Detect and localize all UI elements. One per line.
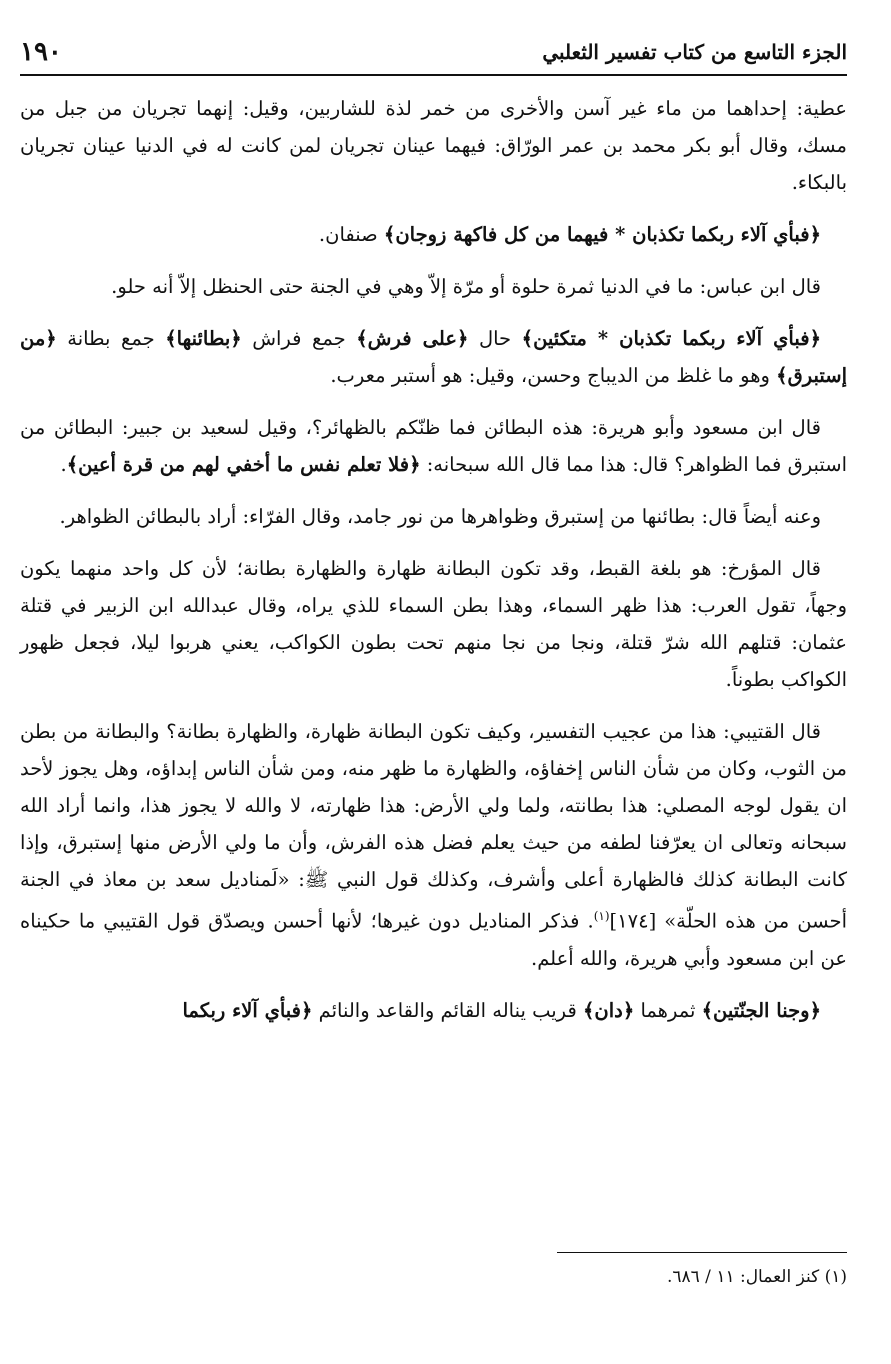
page-header	[20, 30, 847, 76]
quran-verse: ﴿وجنا الجنّتين﴾	[701, 998, 821, 1022]
paragraph-8	[20, 713, 847, 977]
paragraph-text: جمع فراش	[241, 327, 357, 350]
paragraph-text: قال القتيبي: هذا من عجيب التفسير، وكيف تكون البطانة ظهارة، والظهارة بطانة؟ والبطانة من بطن من الثوب، وكان من شأن الناس إخفاؤه، والظهارة ما ظهر منه، ومن شأن الناس إبداؤه، وهل يجوز لأحد ان يقول لوجه المصلي: هذا بطانته، ولما ولي الأرض: هذا ظهارته، لا والله لا يجوز هذا، وانما أراد الله سبحانه وتعالى ان يعرّفنا لطفه من حيث يعلم فضل هذه الفرش، وأن ما ولي الأرض منها إستبرق، وإذا كانت البطانة كذلك فالظهارة أعلى وأشرف، وكذلك قول النبي ﷺ: «لَمناديل سعد بن معاذ في الجنة أحسن من هذه الحلّة» [١٧٤]	[20, 720, 847, 933]
footnote-marker[interactable]: (١)	[593, 909, 610, 923]
paragraph-text: قال المؤرخ: هو بلغة القبط، وقد تكون البطانة ظهارة والظهارة بطانة؛ لأن كل واحد منهما يكون وجهاً، تقول العرب: هذا ظهر السماء، وهذا بطن السماء للذي يراه، وقال عبدالله ابن الزبير في قتلة عثمان: قتلهم الله شرّ قتلة، ونجا من نجا منهم تحت بطون الكواكب، يعني هربوا ليلا، فجعل ظهور الكواكب بطوناً.	[20, 557, 847, 691]
quran-verse: ﴿بطائنها﴾	[165, 327, 242, 350]
page-number: ١٩٠	[20, 37, 62, 67]
paragraph-text: وهو ما غلظ من الديباج وحسن، وقيل: هو أستبر معرب.	[330, 364, 777, 387]
quran-verse: ﴿على فرش﴾	[356, 327, 469, 350]
paragraph-4	[20, 320, 847, 394]
paragraph-1	[20, 90, 847, 201]
paragraph-text: صنفان.	[318, 223, 384, 246]
paragraph-text: قريب يناله القائم والقاعد والنائم	[312, 998, 583, 1022]
footnote: (١) كنز العمال: ١١ / ٦٨٦.	[666, 1267, 847, 1287]
footnote-divider	[557, 1252, 847, 1253]
main-text	[20, 90, 847, 1044]
paragraph-text: .	[60, 453, 67, 476]
quran-verse: ﴿فبأي آلاء ربكما	[182, 998, 313, 1022]
paragraph-text: قال ابن مسعود وأبو هريرة: هذه البطائن فما ظنّكم بالظهائر؟، وقيل لسعيد بن جبير: البطائن من استبرق فما الظواهر؟ قال: هذا مما قال الله سبحانه:	[20, 416, 847, 476]
paragraph-text: ثمرهما	[634, 998, 702, 1022]
paragraph-5	[20, 409, 847, 483]
paragraph-text: . فذكر المناديل دون غيرها؛ لأنها أحسن ويصدّق قول القتيبي ما حكيناه عن ابن مسعود وأبي هريرة، والله أعلم.	[20, 909, 847, 970]
running-title: الجزء التاسع من كتاب تفسير الثعلبي	[542, 40, 847, 64]
quran-verse: ﴿فبأي آلاء ربكما تكذبان * متكئين﴾	[521, 327, 821, 350]
paragraph-text: جمع بطانة	[56, 327, 166, 350]
paragraph-7	[20, 550, 847, 698]
paragraph-text: قال ابن عباس: ما في الدنيا ثمرة حلوة أو مرّة إلاّ وهي في الجنة حتى الحنظل إلاّ أنه حلو.	[111, 275, 821, 298]
paragraph-3	[20, 268, 847, 305]
quran-verse: ﴿من إستبرق﴾	[20, 327, 847, 387]
quran-verse: ﴿فبأي آلاء ربكما تكذبان * فيهما من كل فاكهة زوجان﴾	[383, 223, 821, 246]
quran-verse: ﴿فلا تعلم نفس ما أخفي لهم من قرة أعين﴾	[66, 453, 421, 476]
paragraph-text: حال	[468, 327, 522, 350]
quran-verse: ﴿دان﴾	[582, 998, 635, 1022]
paragraph-9	[20, 992, 847, 1029]
paragraph-text: وعنه أيضاً قال: بطائنها من إستبرق وظواهرها من نور جامد، وقال الفرّاء: أراد بالبطائن الظواهر.	[59, 505, 821, 528]
paragraph-6	[20, 498, 847, 535]
paragraph-text: عطية: إحداهما من ماء غير آسن والأخرى من خمر لذة للشاربين، وقيل: إنهما تجريان من جبل من مسك، وقال أبو بكر محمد بن عمر الورّاق: فيهما عينان تجريان لمن كانت له في الدنيا عينان تجريان بالبكاء.	[20, 97, 847, 194]
paragraph-2	[20, 216, 847, 253]
